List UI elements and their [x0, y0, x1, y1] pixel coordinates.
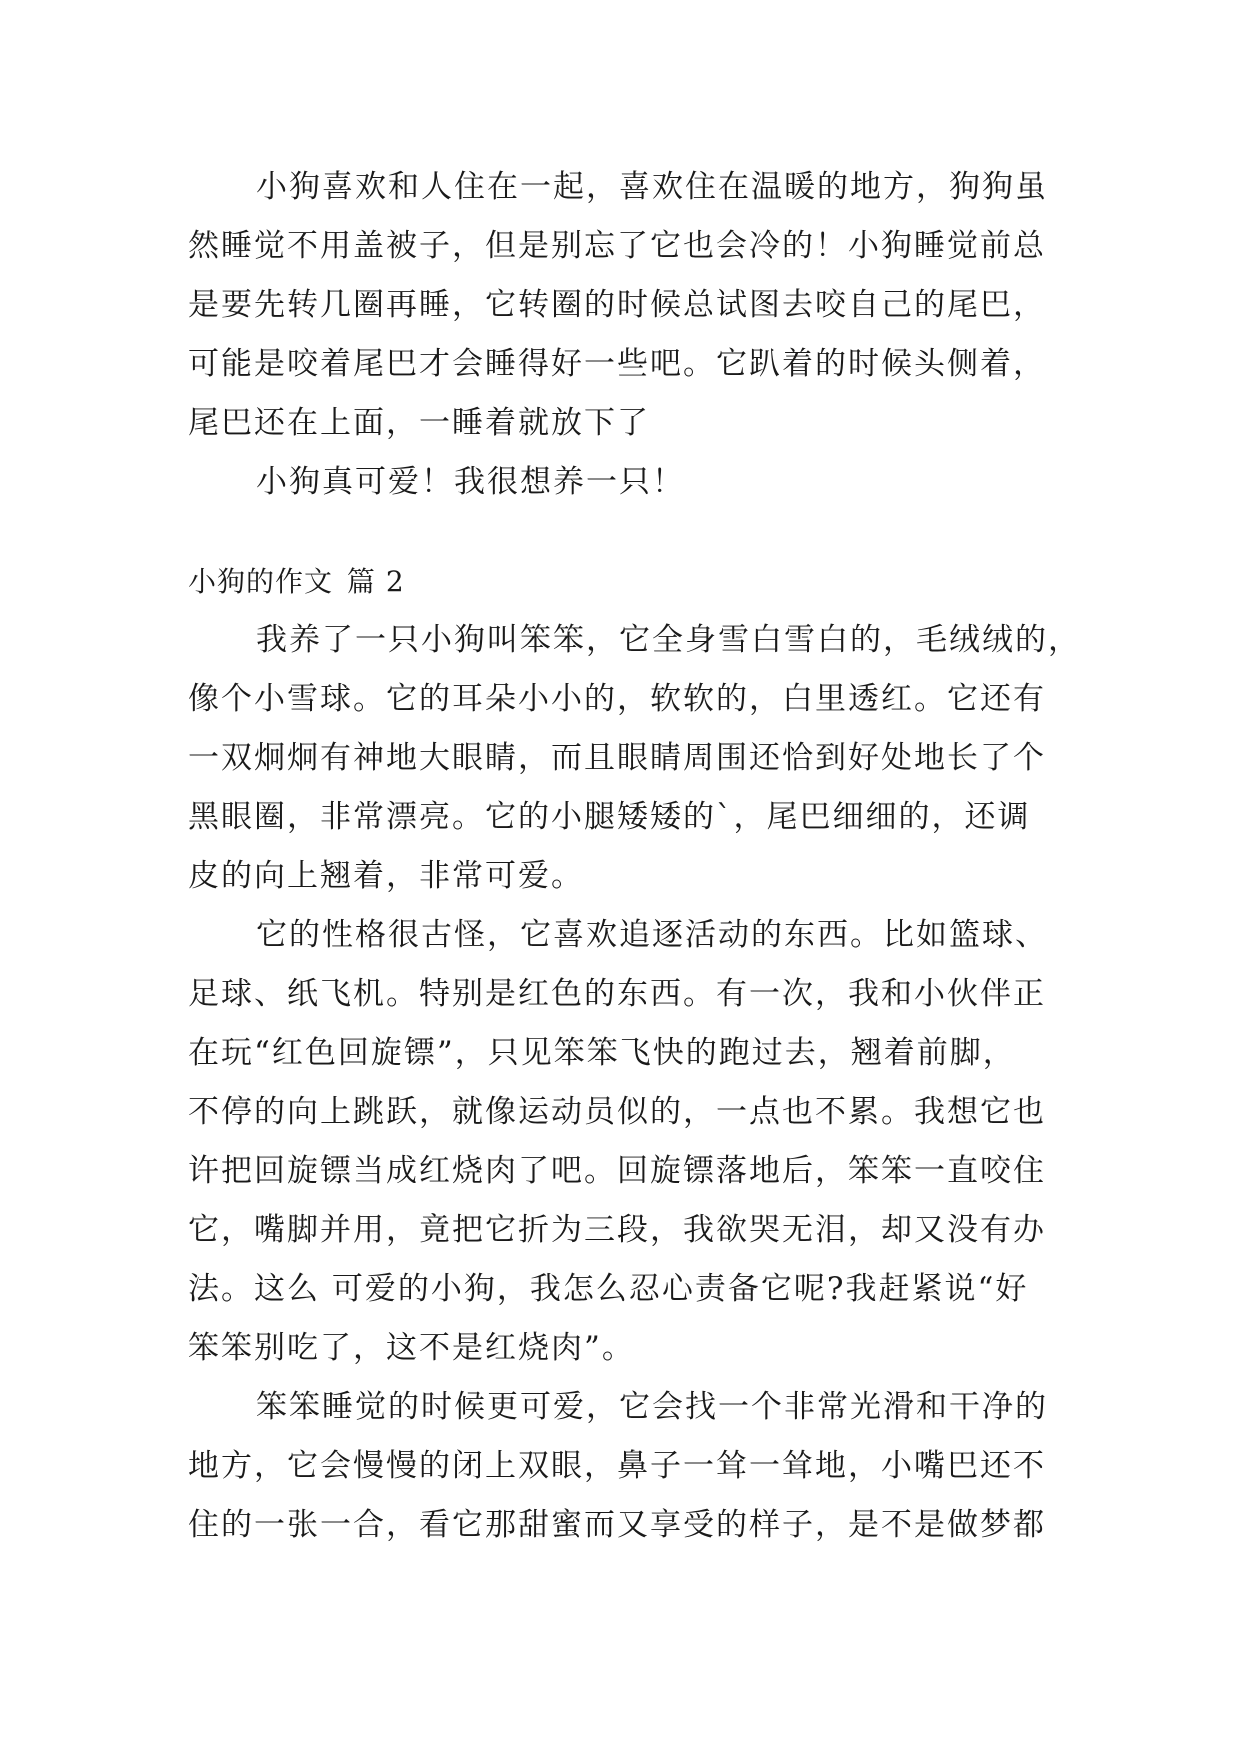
- paragraph-line: 它，嘴脚并用，竟把它折为三段，我欲哭无泪，却又没有办: [188, 1212, 1046, 1248]
- paragraph-line: 在玩“红色回旋镖”，只见笨笨飞快的跑过去，翘着前脚，: [188, 1035, 1016, 1071]
- paragraph-5: [188, 1378, 1068, 1555]
- document-body: [188, 158, 1081, 1555]
- paragraph-line: 笨笨睡觉的时候更可爱，它会找一个非常光滑和干净的: [256, 1389, 1048, 1425]
- paragraph-line: 像个小雪球。它的耳朵小小的，软软的，白里透红。它还有: [188, 681, 1046, 717]
- paragraph-2: [188, 453, 1068, 512]
- section-heading: [188, 552, 1068, 611]
- section-spacer: [188, 512, 1068, 552]
- section-heading-title: 小狗的作文: [188, 565, 334, 598]
- paragraph-line: 笨笨别吃了，这不是红烧肉”。: [188, 1330, 635, 1366]
- paragraph-line: 不停的向上跳跃，就像运动员似的，一点也不累。我想它也: [188, 1094, 1046, 1130]
- paragraph-line: 然睡觉不用盖被子，但是别忘了它也会冷的！小狗睡觉前总: [188, 228, 1046, 264]
- paragraph-4: [188, 906, 1068, 1378]
- paragraph-line: 黑眼圈，非常漂亮。它的小腿矮矮的`，尾巴细细的，还调: [188, 799, 1031, 835]
- paragraph-line: 尾巴还在上面，一睡着就放下了: [188, 405, 650, 441]
- paragraph-line: 地方，它会慢慢的闭上双眼，鼻子一耸一耸地，小嘴巴还不: [188, 1448, 1046, 1484]
- paragraph-line: 我养了一只小狗叫笨笨，它全身雪白雪白的，毛绒绒的，: [256, 622, 1081, 658]
- paragraph-3: [188, 611, 1081, 906]
- paragraph-line: 皮的向上翘着，非常可爱。: [188, 858, 584, 894]
- paragraph-1: [188, 158, 1068, 453]
- paragraph-line: 一双炯炯有神地大眼睛，而且眼睛周围还恰到好处地长了个: [188, 740, 1046, 776]
- paragraph-line: 小狗喜欢和人住在一起，喜欢住在温暖的地方，狗狗虽: [256, 169, 1048, 205]
- paragraph-line: 足球、纸飞机。特别是红色的东西。有一次，我和小伙伴正: [188, 976, 1046, 1012]
- paragraph-line: 是要先转几圈再睡，它转圈的时候总试图去咬自己的尾巴，: [188, 287, 1046, 323]
- paragraph-line: 法。这么 可爱的小狗，我怎么忍心责备它呢?我赶紧说“好: [188, 1271, 1029, 1307]
- paragraph-line: 许把回旋镖当成红烧肉了吧。回旋镖落地后，笨笨一直咬住: [188, 1153, 1046, 1189]
- paragraph-line: 小狗真可爱！我很想养一只！: [256, 464, 685, 500]
- paragraph-line: 可能是咬着尾巴才会睡得好一些吧。它趴着的时候头侧着，: [188, 346, 1046, 382]
- paragraph-line: 住的一张一合，看它那甜蜜而又享受的样子，是不是做梦都: [188, 1507, 1046, 1543]
- section-heading-number: 篇 2: [346, 565, 405, 598]
- paragraph-line: 它的性格很古怪，它喜欢追逐活动的东西。比如篮球、: [256, 917, 1048, 953]
